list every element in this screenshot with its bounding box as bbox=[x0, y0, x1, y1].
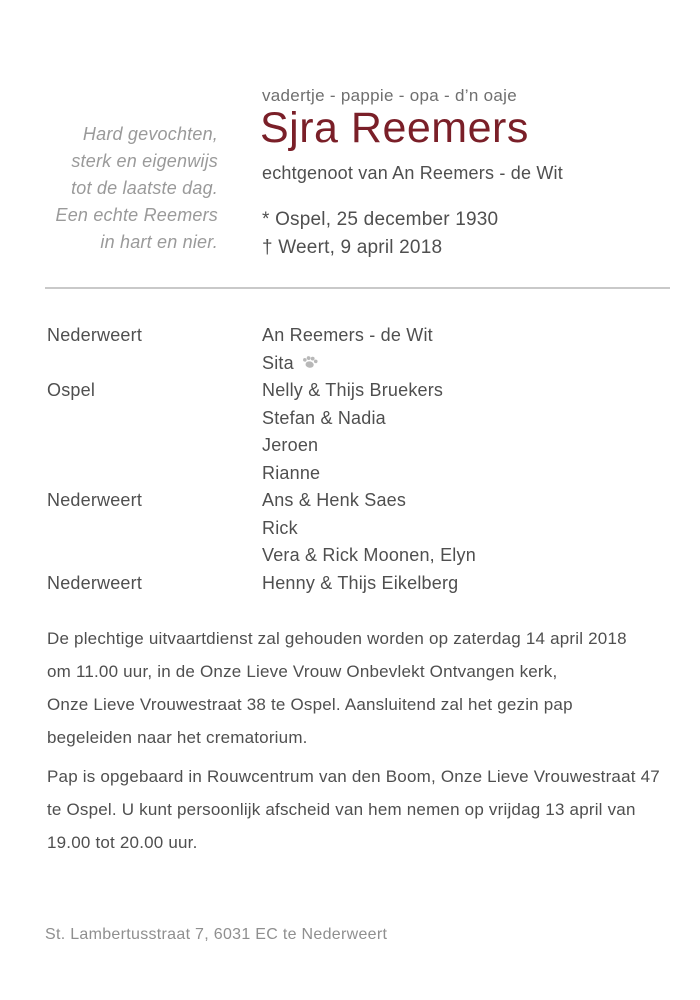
visitation-paragraph bbox=[47, 760, 687, 859]
family-names bbox=[262, 350, 667, 378]
service-line: De plechtige uitvaartdienst zal gehouden worden op zaterdag 14 april 2018 bbox=[47, 629, 627, 648]
service-line: om 11.00 uur, in de Onze Lieve Vrouw Onbevlekt Ontvangen kerk, bbox=[47, 662, 558, 681]
life-dates bbox=[262, 206, 498, 262]
family-row bbox=[47, 487, 667, 515]
family-row bbox=[47, 515, 667, 543]
deceased-name: Sjra Reemers bbox=[260, 104, 529, 152]
quote-line: Een echte Reemers bbox=[55, 205, 218, 225]
paw-icon bbox=[302, 350, 318, 378]
family-row bbox=[47, 322, 667, 350]
family-row bbox=[47, 432, 667, 460]
family-names: Ans & Henk Saes bbox=[262, 490, 407, 510]
quote-line: Hard gevochten, bbox=[82, 124, 218, 144]
family-names: Nelly & Thijs Bruekers bbox=[262, 380, 444, 400]
family-row bbox=[47, 570, 667, 598]
family-names: Henny & Thijs Eikelberg bbox=[262, 572, 459, 593]
quote-line: tot de laatste dag. bbox=[71, 178, 218, 198]
quote-line: sterk en eigenwijs bbox=[71, 151, 218, 171]
visitation-line: Pap is opgebaard in Rouwcentrum van den Boom, Onze Lieve Vrouwestraat 47 bbox=[47, 767, 660, 786]
relation-line: echtgenoot van An Reemers - de Wit bbox=[262, 163, 563, 183]
family-place: Nederweert bbox=[47, 325, 143, 345]
family-names: Jeroen bbox=[262, 435, 319, 455]
family-row bbox=[47, 542, 667, 570]
death-line: † Weert, 9 april 2018 bbox=[262, 237, 443, 258]
service-line: begeleiden naar het crematorium. bbox=[47, 728, 308, 747]
memorial-quote bbox=[40, 121, 218, 256]
family-names: Rianne bbox=[262, 462, 321, 483]
family-place: Nederweert bbox=[47, 490, 143, 510]
family-names-text: Sita bbox=[262, 352, 294, 373]
footer-address: St. Lambertusstraat 7, 6031 EC te Nederweert bbox=[45, 926, 388, 943]
birth-line: * Ospel, 25 december 1930 bbox=[262, 209, 499, 230]
family-place: Ospel bbox=[47, 380, 96, 400]
family-names: Vera & Rick Moonen, Elyn bbox=[262, 545, 476, 565]
family-place: Nederweert bbox=[47, 572, 143, 593]
family-row bbox=[47, 405, 667, 433]
service-paragraph bbox=[47, 622, 687, 754]
visitation-line: 19.00 tot 20.00 uur. bbox=[47, 833, 198, 852]
family-list bbox=[47, 322, 667, 597]
family-names: Stefan & Nadia bbox=[262, 407, 386, 428]
visitation-line: te Ospel. U kunt persoonlijk afscheid van hem nemen op vrijdag 13 april van bbox=[47, 800, 636, 819]
epithets-line: vadertje - pappie - opa - d’n oaje bbox=[262, 86, 517, 105]
family-row bbox=[47, 350, 667, 378]
quote-line: in hart en nier. bbox=[100, 232, 218, 252]
family-row bbox=[47, 377, 667, 405]
service-line: Onze Lieve Vrouwestraat 38 te Ospel. Aansluitend zal het gezin pap bbox=[47, 695, 573, 714]
family-row bbox=[47, 460, 667, 488]
family-names: Rick bbox=[262, 517, 298, 538]
divider-line bbox=[45, 287, 670, 289]
family-names: An Reemers - de Wit bbox=[262, 325, 433, 345]
